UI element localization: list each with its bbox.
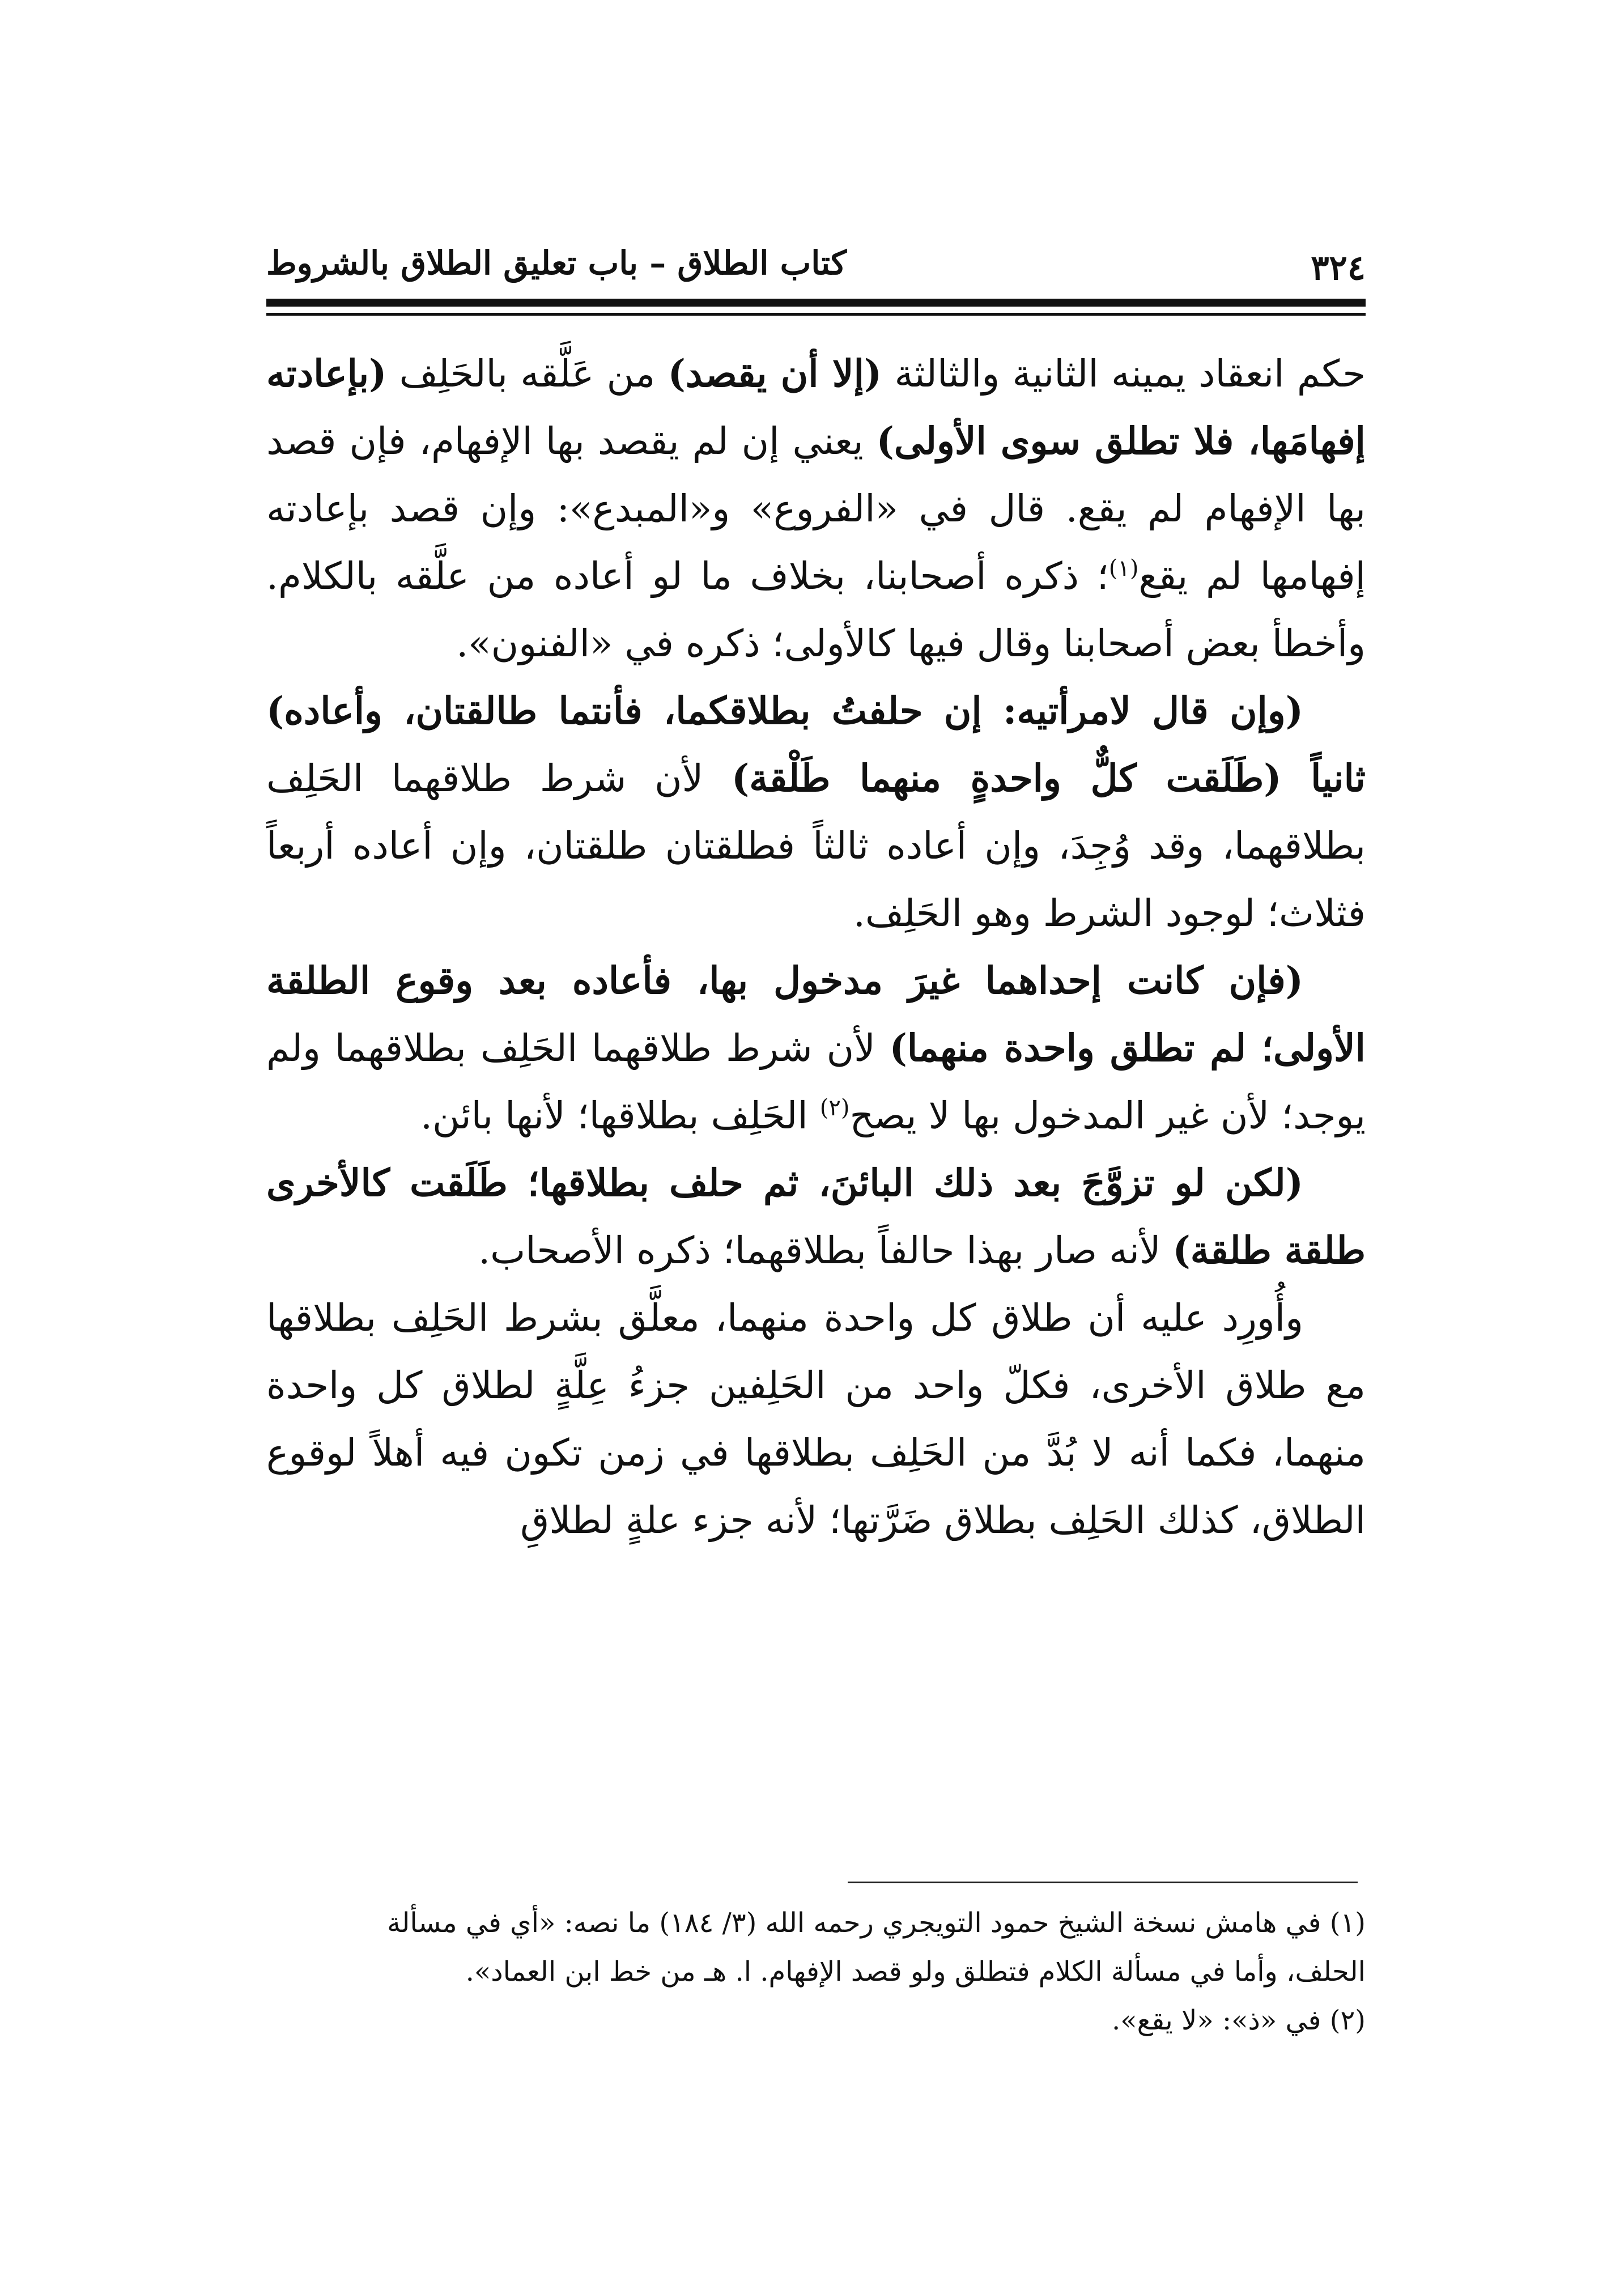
p3-sharh-b: الحَلِف بطلاقها؛ لأنها بائن.: [420, 1094, 820, 1137]
paragraph-3: [266, 947, 1366, 1149]
running-title: كتاب الطلاق – باب تعليق الطلاق بالشروط: [266, 244, 847, 282]
p1-text-a: حكم انعقاد يمينه الثانية والثالثة: [882, 352, 1366, 396]
p2-sharh: لأن شرط طلاقهما الحَلِف بطلاقهما، وقد وُجِدَ، وإن أعاده ثالثاً فطلقتان طلقتان، وإن أعاده أربعاً فثلاث؛ لوجود الشرط وهو الحَلِف.: [266, 757, 1366, 935]
page-header: [266, 232, 1366, 295]
paragraph-5: وأُورِد عليه أن طلاق كل واحدة منهما، معلَّق بشرط الحَلِف بطلاقها مع طلاق الأخرى، فكلّ واحد من الحَلِفين جزءُ عِلَّةٍ لطلاق كل واحدة منهما، فكما أنه لا بُدَّ من الحَلِف بطلاقها في زمن تكون فيه أهلاً لوقوع الطلاق، كذلك الحَلِف بطلاق ضَرَّتها؛ لأنه جزء علةٍ لطلاقِ: [266, 1296, 1366, 1542]
main-text: [266, 340, 1366, 1819]
footnote-1-line-2: الحلف، وأما في مسألة الكلام فتطلق ولو قصد الإفهام. ا. هـ من خط ابن العماد».: [465, 1956, 1366, 1988]
paragraph-2: [266, 677, 1366, 947]
footnote-ref-2[interactable]: (٢): [819, 1095, 850, 1121]
p4-sharh: لأنه صار بهذا حالفاً بطلاقهما؛ ذكره الأصحاب.: [478, 1229, 1173, 1272]
header-rule-thin: [266, 313, 1366, 316]
p1-matn-a: (إلا أن يقصد): [668, 351, 882, 396]
paragraph-1: [266, 340, 1366, 677]
footnote-2: (٢) في «ذ»: «لا يقع».: [1111, 2005, 1366, 2036]
p4-matn: (لكن لو تزوَّجَ بعد ذلك البائنَ، ثم حلف بطلاقها؛ طَلَقت كالأخرى طلقة طلقة): [266, 1161, 1366, 1272]
footnote-separator: [848, 1882, 1358, 1883]
p3-matn: (فإن كانت إحداهما غيرَ مدخول بها، فأعاده بعد وقوع الطلقة الأولى؛ لم تطلق واحدة منهما): [266, 958, 1366, 1070]
footnotes: [266, 1899, 1366, 2063]
footnote-ref-1[interactable]: (١): [1108, 555, 1139, 581]
p1-matn-b: (بإعادته إفهامَها، فلا تطلق سوى الأولى): [266, 351, 1366, 463]
footnote-1-line-1: (١) في هامش نسخة الشيخ حمود التويجري رحمه الله (٣/ ١٨٤) ما نصه: «أي في مسألة: [387, 1907, 1366, 1939]
p1-text-c: من عَلَّقه بالحَلِف: [386, 352, 668, 396]
header-rule-thick: [266, 299, 1366, 307]
p2-matn: (وإن قال لامرأتيه: إن حلفتُ بطلاقكما، فأنتما طالقتان، وأعاده) ثانياً (طَلَقت كلٌّ واحدةٍ منهما طَلْقة): [266, 689, 1366, 800]
p1-text-e: يعني إن لم يقصد بها الإفهام، فإن قصد بها الإفهام لم يقع. قال في «الفروع» و«المبدع»: وإن قصد بإعادته إفهامها لم يقع: [266, 419, 1366, 598]
paragraph-4: [266, 1149, 1366, 1284]
page-number: ٣٢٤: [1311, 248, 1366, 288]
p1-text-f: ؛ ذكره أصحابنا، بخلاف ما لو أعاده من علَّقه بالكلام. وأخطأ بعض أصحابنا وقال فيها كالأولى؛ ذكره في «الفنون».: [266, 554, 1366, 665]
p3-sharh-a: لأن شرط طلاقهما الحَلِف بطلاقهما ولم يوجد؛ لأن غير المدخول بها لا يصح: [266, 1026, 1366, 1137]
